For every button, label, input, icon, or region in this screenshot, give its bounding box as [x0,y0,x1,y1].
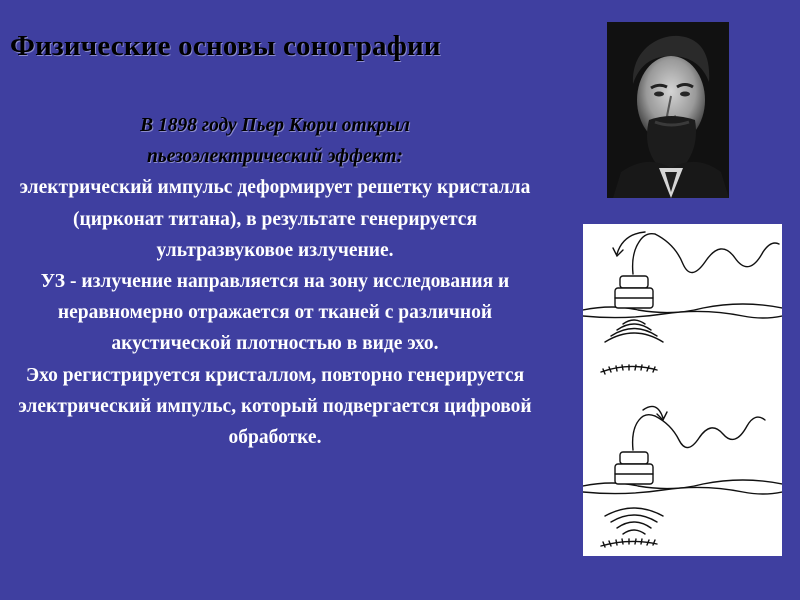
intro-line-1: В 1898 году Пьер Кюри открыл [140,115,410,136]
ultrasound-transducer-illustration [583,224,782,556]
body-text [5,110,545,453]
paragraph-echo-registration: Эхо регистрируется кристаллом, повторно генерируется электрический импульс, который подвергается цифровой обработке. [18,364,532,449]
paragraph-piezo-effect: электрический импульс деформирует решетку кристалла (цирконат титана), в результате генерируется ультразвуковое излучение. [19,177,531,261]
paragraph-echo-reflection: УЗ - излучение направляется на зону исследования и неравномерно отражается от тканей с различной акустической плотностью в виде эхо. [40,271,510,355]
intro-line-2: пьезоэлектрический эффект: [146,146,404,168]
portrait-illustration [607,22,729,198]
ultrasound-diagram [583,224,782,556]
slide-title: Физические основы сонографии [10,30,441,62]
portrait-photo [607,22,729,198]
